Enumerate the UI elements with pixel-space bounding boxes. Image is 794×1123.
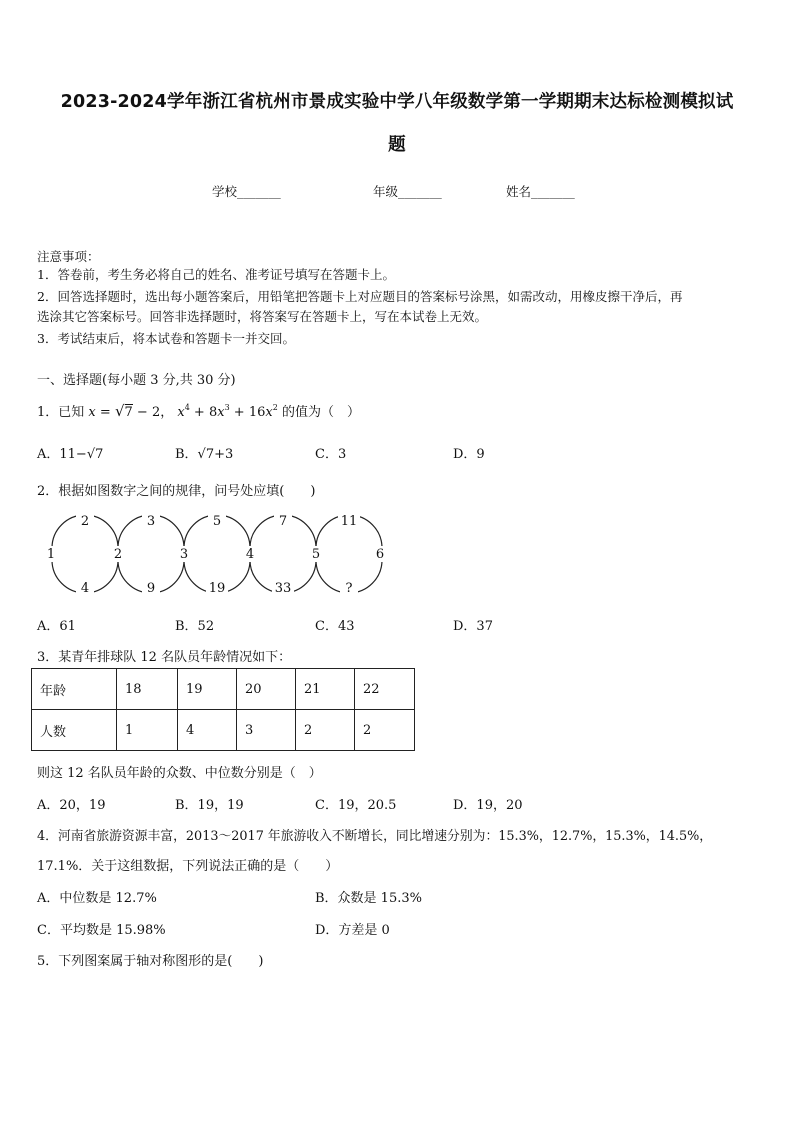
grade-field: 年级_______ (373, 184, 442, 199)
q1-option-a[interactable]: A．11−√7 (37, 447, 104, 462)
page-title: 2023-2024学年浙江省杭州市景成实验中学八年级数学第一学期期末达标检测模拟试 (60, 92, 734, 112)
q2-option-d[interactable]: D．37 (453, 619, 493, 634)
table-cell: 人数 (32, 710, 117, 751)
name-field: 姓名_______ (506, 184, 575, 199)
q3-option-b[interactable]: B．19，19 (175, 798, 244, 813)
question-2: 2．根据如图数字之间的规律，问号处应填( ) (37, 484, 316, 499)
notice-item-1: 1．答卷前，考生务必将自己的姓名、准考证号填写在答题卡上。 (37, 267, 395, 282)
bottom-number: 9 (146, 581, 156, 596)
q4-option-d[interactable]: D．方差是 0 (315, 923, 390, 938)
mid-number: 5 (311, 547, 321, 562)
table-row (32, 710, 415, 751)
section-heading: 一、选择题(每小题 3 分,共 30 分) (37, 373, 236, 388)
q3-option-c[interactable]: C．19，20.5 (315, 798, 397, 813)
number-pattern-diagram (40, 508, 400, 600)
table-cell: 21 (296, 669, 355, 710)
mid-number: 4 (245, 547, 255, 562)
bottom-question-mark: ? (345, 581, 353, 596)
q1-option-c[interactable]: C．3 (315, 447, 347, 462)
q2-option-b[interactable]: B．52 (175, 619, 215, 634)
q2-option-c[interactable]: C．43 (315, 619, 355, 634)
q1-prefix: 1．已知 (37, 405, 85, 420)
table-cell: 年龄 (32, 669, 117, 710)
bottom-number: 33 (274, 581, 292, 596)
question-4-cont: 17.1%．关于这组数据，下列说法正确的是（ ） (37, 859, 339, 874)
table-cell: 22 (355, 669, 415, 710)
mid-number: 2 (113, 547, 123, 562)
table-cell: 2 (296, 710, 355, 751)
notice-heading: 注意事项： (37, 249, 100, 264)
notice-item-2-cont: 选涂其它答案标号。回答非选择题时，将答案写在答题卡上，写在本试卷上无效。 (37, 309, 488, 324)
mid-number: 1 (46, 547, 56, 562)
question-1 (37, 401, 360, 420)
mid-number: 6 (375, 547, 385, 562)
table-cell: 20 (237, 669, 296, 710)
notice-item-3: 3．考试结束后，将本试卷和答题卡一并交回。 (37, 331, 295, 346)
question-4: 4．河南省旅游资源丰富，2013～2017 年旅游收入不断增长，同比增速分别为：15.3%，12.7%，15.3%，14.5%， (37, 829, 713, 844)
table-cell: 3 (237, 710, 296, 751)
bottom-number: 4 (80, 581, 90, 596)
q1-suffix: 的值为（ ） (281, 405, 360, 420)
q1-option-b[interactable]: B．√7+3 (175, 447, 234, 462)
top-number: 2 (80, 514, 90, 529)
bottom-number: 19 (208, 581, 226, 596)
table-cell: 18 (117, 669, 178, 710)
top-number: 3 (146, 514, 156, 529)
table-row (32, 669, 415, 710)
school-field: 学校_______ (212, 184, 281, 199)
question-5: 5．下列图案属于轴对称图形的是( ) (37, 954, 264, 969)
q3-option-d[interactable]: D．19，20 (453, 798, 523, 813)
q1-option-d[interactable]: D．9 (453, 447, 485, 462)
q2-option-a[interactable]: A．61 (37, 619, 76, 634)
question-3: 3．某青年排球队 12 名队员年龄情况如下： (37, 650, 292, 665)
page-title-continued: 题 (388, 135, 406, 155)
q4-option-c[interactable]: C．平均数是 15.98% (37, 923, 166, 938)
q3-question: 则这 12 名队员年龄的众数、中位数分别是（ ） (37, 766, 322, 781)
table-cell: 2 (355, 710, 415, 751)
table-cell: 19 (178, 669, 237, 710)
q4-option-b[interactable]: B．众数是 15.3% (315, 891, 422, 906)
age-table (31, 668, 415, 751)
top-number: 7 (278, 514, 288, 529)
notice-item-2: 2．回答选择题时，选出每小题答案后，用铅笔把答题卡上对应题目的答案标号涂黑，如需改动，用橡皮擦干净后，再 (37, 289, 683, 304)
top-number: 5 (212, 514, 222, 529)
top-number: 11 (340, 514, 358, 529)
table-cell: 1 (117, 710, 178, 751)
table-cell: 4 (178, 710, 237, 751)
q4-option-a[interactable]: A．中位数是 12.7% (37, 891, 157, 906)
q1-formula: x = √7 − 2， $x^4 + 8x^3 + 16x^2$ (88, 402, 278, 420)
q3-option-a[interactable]: A．20，19 (37, 798, 106, 813)
mid-number: 3 (179, 547, 189, 562)
